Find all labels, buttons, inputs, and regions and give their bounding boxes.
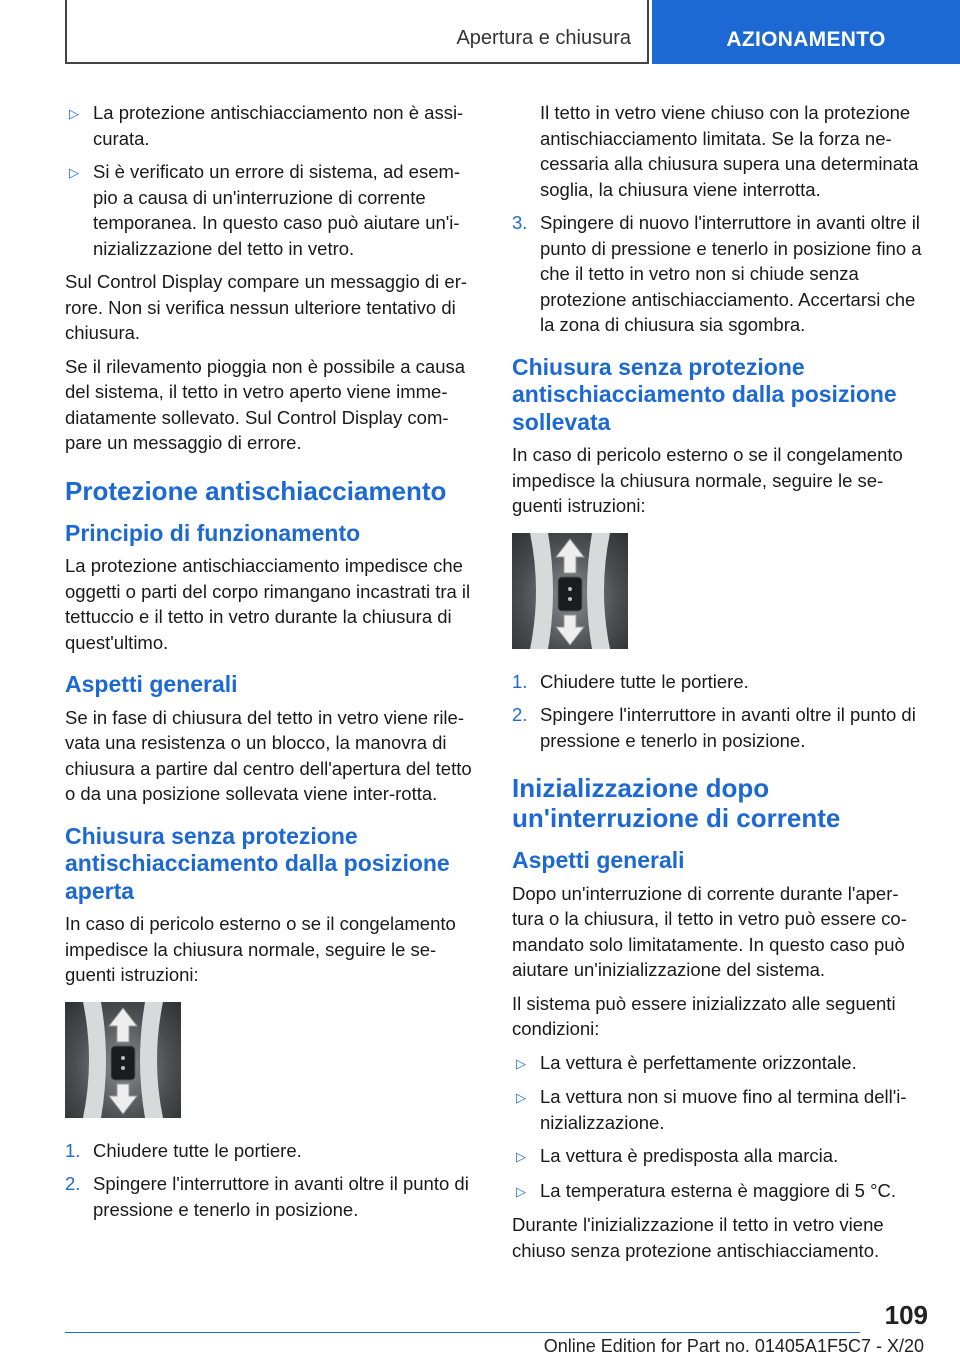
paragraph: La protezione antischiacciamento impedisce che oggetti o parti del corpo rimangano incastrati tra il tettuccio e il tetto in vetro durante la chiusura di quest'ultimo. [65,555,471,653]
left-column [65,100,479,1230]
page-number: 109 [884,1300,928,1330]
list-item: ▷ La protezione antischiacciamento non è assi-curata. [65,100,479,151]
footer-divider [65,1332,860,1333]
chapter-title: AZIONAMENTO [726,28,886,51]
paragraph: Sul Control Display compare un messaggio di er-rore. Non si verifica nessun ulteriore tentativo di chiusura. [65,271,468,343]
paragraph: In caso di pericolo esterno o se il congelamento impedisce la chiusura normale, seguire le se-guenti istruzioni: [512,444,903,516]
paragraph: Il tetto in vetro viene chiuso con la protezione antischiacciamento limitata. Se la forza ne-cessaria alla chiusura supera una determinata soglia, la chiusura viene interrotta. [540,102,919,200]
section-title: Apertura e chiusura [456,27,631,49]
paragraph: Durante l'inizializzazione il tetto in vetro viene chiuso senza protezione antischiacciamento. [512,1214,884,1261]
paragraph: Il sistema può essere inizializzato alle seguenti condizioni: [512,992,896,1039]
list-item: ▷ La vettura non si muove fino al termina dell'i-nizializzazione. [512,1084,926,1135]
section-heading: Inizializzazione dopo un'interruzione di corrente [512,773,841,833]
subsection-heading: Aspetti generali [512,847,685,873]
list-item: ▷ La vettura è predisposta alla marcia. [512,1143,926,1170]
step-item: 1. Chiudere tutte le portiere. [65,1139,302,1161]
triangle-right-icon: ▷ [516,1149,526,1164]
subsection-heading: Aspetti generali [65,671,238,697]
subsection-heading: Chiusura senza protezione antischiacciamento dalla posizione aperta [65,822,450,904]
section-tab [65,0,649,64]
triangle-right-icon: ▷ [516,1090,526,1105]
triangle-right-icon: ▷ [69,106,79,121]
list-item: ▷ La temperatura esterna è maggiore di 5 °C. [512,1178,926,1205]
paragraph: Se in fase di chiusura del tetto in vetro viene rile-vata una resistenza o un blocco, la manovra di chiusura a partire dal centro dell'apertura del tetto o da una posizione sollevata viene inter-rotta. [65,706,472,804]
step-item: 3. Spingere di nuovo l'interruttore in avanti oltre il punto di pressione e tenerlo in posizione fino a che il tetto in vetro non si chiude senza protezione antischiacciamento. Accertarsi che la zona di chiusura sia sgombra. [512,212,922,335]
chapter-tab [652,0,960,64]
right-column [512,100,926,1271]
subsection-heading: Principio di funzionamento [65,519,361,546]
triangle-right-icon: ▷ [516,1055,526,1071]
subsection-heading: Chiusura senza protezione antischiacciamento dalla posizione sollevata [512,353,897,435]
list-item: ▷ Si è verificato un errore di sistema, ad esem-pio a causa di un'interruzione di corrente temporanea. In questo caso può aiutare un'i-nizializzazione del tetto in vetro. [65,159,479,261]
step-item: 1. Chiudere tutte le portiere. [512,670,749,692]
page-header [0,0,960,66]
section-heading: Protezione antischiacciamento [65,475,447,506]
paragraph: In caso di pericolo esterno o se il congelamento impedisce la chiusura normale, seguire le se-guenti istruzioni: [65,913,456,985]
list-item: ▷ La vettura è perfettamente orizzontale. [512,1050,926,1077]
step-item: 2. Spingere l'interruttore in avanti oltre il punto di pressione e tenerlo in posizione. [65,1173,469,1220]
paragraph: Se il rilevamento pioggia non è possibile a causa del sistema, il tetto in vetro aperto viene imme-diatamente sollevato. Sul Control Display com-pare un messaggio di errore. [65,355,466,453]
paragraph: Dopo un'interruzione di corrente durante l'aper-tura o la chiusura, il tetto in vetro può essere co-mandato solo limitatamente. In questo caso può aiutare un'inizializzazione del sistema. [512,882,907,980]
roof-switch-illustration [65,1002,181,1118]
step-item: 2. Spingere l'interruttore in avanti oltre il punto di pressione e tenerlo in posizione. [512,704,916,751]
triangle-right-icon: ▷ [69,165,79,180]
triangle-right-icon: ▷ [516,1183,526,1199]
roof-switch-illustration [512,533,628,649]
edition-text: Online Edition for Part no. 01405A1F5C7 - X/20 [543,1336,924,1356]
